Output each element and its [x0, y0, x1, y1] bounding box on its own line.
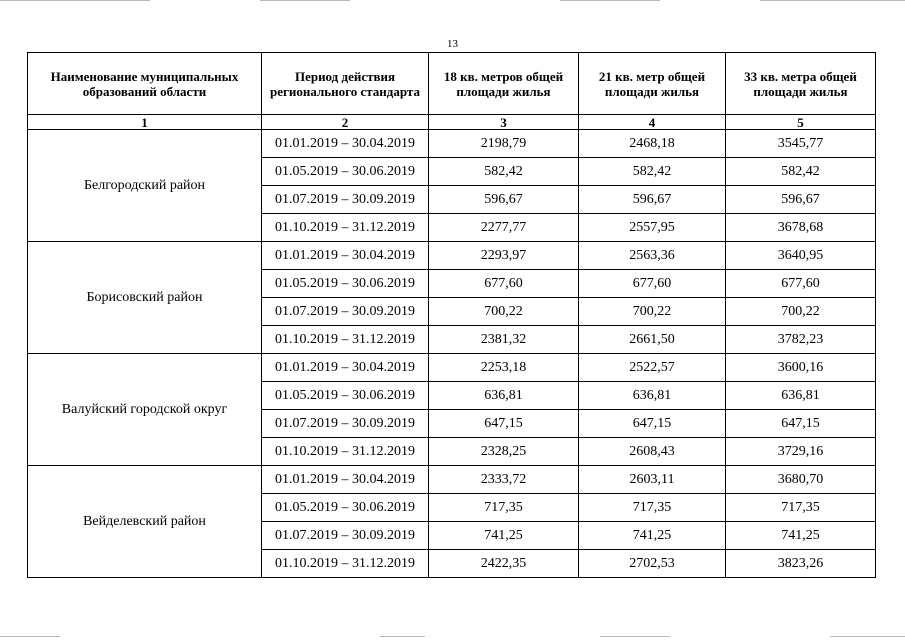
period-cell: 01.07.2019 – 30.09.2019 — [262, 298, 429, 326]
value-18-sqm: 596,67 — [429, 186, 579, 214]
column-number: 2 — [262, 115, 429, 130]
value-33-sqm: 3729,16 — [726, 438, 876, 466]
value-18-sqm: 2253,18 — [429, 354, 579, 382]
header-21-sqm: 21 кв. метр общей площади жилья — [579, 53, 726, 115]
scan-artifact-top — [760, 0, 905, 1]
value-21-sqm: 582,42 — [579, 158, 726, 186]
page-number: 13 — [447, 38, 458, 50]
period-cell: 01.01.2019 – 30.04.2019 — [262, 354, 429, 382]
scan-artifact-bottom — [0, 636, 60, 637]
header-row — [28, 53, 876, 115]
column-number: 3 — [429, 115, 579, 130]
period-cell: 01.10.2019 – 31.12.2019 — [262, 438, 429, 466]
header-municipality: Наименование муниципальных образований области — [28, 53, 262, 115]
value-33-sqm: 3600,16 — [726, 354, 876, 382]
period-cell: 01.10.2019 – 31.12.2019 — [262, 326, 429, 354]
period-cell: 01.10.2019 – 31.12.2019 — [262, 214, 429, 242]
scan-artifact-top — [560, 0, 660, 1]
period-cell: 01.05.2019 – 30.06.2019 — [262, 494, 429, 522]
municipality-name: Валуйский городской округ — [28, 354, 262, 466]
value-21-sqm: 647,15 — [579, 410, 726, 438]
value-21-sqm: 2608,43 — [579, 438, 726, 466]
column-number-row — [28, 115, 876, 130]
value-18-sqm: 647,15 — [429, 410, 579, 438]
municipality-name: Вейделевский район — [28, 466, 262, 578]
table-body — [28, 115, 876, 578]
scan-artifact-top — [0, 0, 150, 1]
scan-artifact-bottom — [600, 636, 670, 637]
header-33-sqm: 33 кв. метра общей площади жилья — [726, 53, 876, 115]
value-18-sqm: 582,42 — [429, 158, 579, 186]
value-21-sqm: 2603,11 — [579, 466, 726, 494]
value-18-sqm: 717,35 — [429, 494, 579, 522]
period-cell: 01.07.2019 – 30.09.2019 — [262, 410, 429, 438]
value-33-sqm: 700,22 — [726, 298, 876, 326]
period-cell: 01.01.2019 – 30.04.2019 — [262, 466, 429, 494]
value-21-sqm: 2557,95 — [579, 214, 726, 242]
scan-artifact-bottom — [380, 636, 425, 637]
value-21-sqm: 2468,18 — [579, 130, 726, 158]
value-21-sqm: 2702,53 — [579, 550, 726, 578]
period-cell: 01.07.2019 – 30.09.2019 — [262, 186, 429, 214]
value-33-sqm: 3782,23 — [726, 326, 876, 354]
value-18-sqm: 2328,25 — [429, 438, 579, 466]
value-33-sqm: 596,67 — [726, 186, 876, 214]
period-cell: 01.07.2019 – 30.09.2019 — [262, 522, 429, 550]
value-18-sqm: 2381,32 — [429, 326, 579, 354]
column-number: 5 — [726, 115, 876, 130]
value-33-sqm: 717,35 — [726, 494, 876, 522]
value-21-sqm: 677,60 — [579, 270, 726, 298]
table-row — [28, 242, 876, 270]
period-cell: 01.05.2019 – 30.06.2019 — [262, 382, 429, 410]
value-18-sqm: 677,60 — [429, 270, 579, 298]
value-18-sqm: 700,22 — [429, 298, 579, 326]
value-21-sqm: 2522,57 — [579, 354, 726, 382]
housing-standards-table — [27, 52, 876, 578]
value-33-sqm: 647,15 — [726, 410, 876, 438]
value-33-sqm: 3823,26 — [726, 550, 876, 578]
value-18-sqm: 2293,97 — [429, 242, 579, 270]
period-cell: 01.05.2019 – 30.06.2019 — [262, 270, 429, 298]
value-21-sqm: 636,81 — [579, 382, 726, 410]
value-18-sqm: 741,25 — [429, 522, 579, 550]
value-21-sqm: 596,67 — [579, 186, 726, 214]
value-33-sqm: 3545,77 — [726, 130, 876, 158]
value-33-sqm: 741,25 — [726, 522, 876, 550]
value-21-sqm: 2563,36 — [579, 242, 726, 270]
scan-artifact-bottom — [830, 636, 905, 637]
column-number: 4 — [579, 115, 726, 130]
value-18-sqm: 2277,77 — [429, 214, 579, 242]
header-period: Период действия регионального стандарта — [262, 53, 429, 115]
table-row — [28, 130, 876, 158]
value-18-sqm: 2333,72 — [429, 466, 579, 494]
value-18-sqm: 636,81 — [429, 382, 579, 410]
value-33-sqm: 3640,95 — [726, 242, 876, 270]
value-33-sqm: 636,81 — [726, 382, 876, 410]
value-33-sqm: 582,42 — [726, 158, 876, 186]
value-21-sqm: 700,22 — [579, 298, 726, 326]
table-row — [28, 466, 876, 494]
table-row — [28, 354, 876, 382]
value-18-sqm: 2198,79 — [429, 130, 579, 158]
value-21-sqm: 2661,50 — [579, 326, 726, 354]
scan-artifact-top — [260, 0, 350, 1]
municipality-name: Белгородский район — [28, 130, 262, 242]
period-cell: 01.05.2019 – 30.06.2019 — [262, 158, 429, 186]
municipality-name: Борисовский район — [28, 242, 262, 354]
column-number: 1 — [28, 115, 262, 130]
period-cell: 01.01.2019 – 30.04.2019 — [262, 242, 429, 270]
value-33-sqm: 677,60 — [726, 270, 876, 298]
value-21-sqm: 741,25 — [579, 522, 726, 550]
header-18-sqm: 18 кв. метров общей площади жилья — [429, 53, 579, 115]
value-18-sqm: 2422,35 — [429, 550, 579, 578]
value-21-sqm: 717,35 — [579, 494, 726, 522]
value-33-sqm: 3680,70 — [726, 466, 876, 494]
period-cell: 01.10.2019 – 31.12.2019 — [262, 550, 429, 578]
value-33-sqm: 3678,68 — [726, 214, 876, 242]
period-cell: 01.01.2019 – 30.04.2019 — [262, 130, 429, 158]
